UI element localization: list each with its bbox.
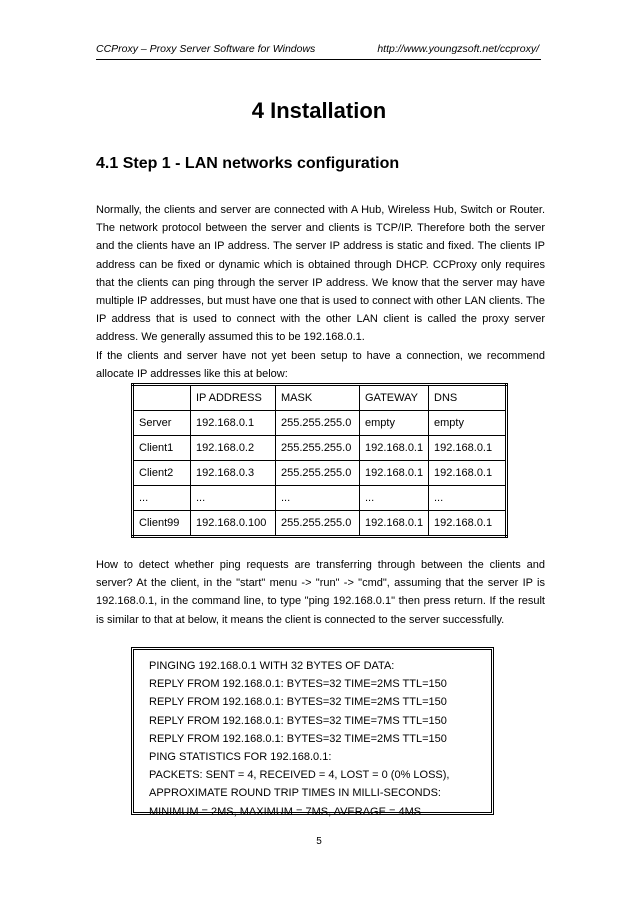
table-row [133, 436, 507, 461]
running-header [96, 43, 541, 60]
section-title: 4.1 Step 1 - LAN networks configuration [96, 155, 400, 172]
table-header-cell: DNS [429, 385, 507, 411]
header-url: http://www.youngzsoft.net/ccproxy/ [377, 43, 539, 55]
table-cell: 192.168.0.1 [360, 461, 429, 486]
table-cell: 192.168.0.1 [429, 461, 507, 486]
table-header-cell: GATEWAY [360, 385, 429, 411]
table-row [133, 411, 507, 436]
table-row [133, 486, 507, 511]
ping-output-line: PACKETS: SENT = 4, RECEIVED = 4, LOST = 0 (0% LOSS), [149, 769, 450, 782]
table-cell: Client2 [133, 461, 191, 486]
table-cell: empty [429, 411, 507, 436]
table-cell: 255.255.255.0 [276, 511, 360, 537]
header-title: CCProxy – Proxy Server Software for Windows [96, 43, 316, 55]
table-cell: 255.255.255.0 [276, 436, 360, 461]
table-cell: Client1 [133, 436, 191, 461]
ping-instructions-paragraph: How to detect whether ping requests are transferring through between the clients and server? At the client, in the "start" menu -> "run" -> "cmd", assuming that the server IP is 192.168.0.1, in the command line, to type "ping 192.168.0.1" then press return. If the result is similar to that at below, it means the client is connected to the server successfully. [96, 559, 545, 626]
table-cell: ... [191, 486, 276, 511]
ping-output-line: REPLY FROM 192.168.0.1: BYTES=32 TIME=2MS TTL=150 [149, 732, 447, 745]
table-cell: 192.168.0.2 [191, 436, 276, 461]
ping-output-line: REPLY FROM 192.168.0.1: BYTES=32 TIME=7MS TTL=150 [149, 714, 447, 727]
table-row [133, 461, 507, 486]
ping-output-line: PING STATISTICS FOR 192.168.0.1: [149, 751, 332, 764]
paragraph-text: If the clients and server have not yet been setup to have a connection, we recommend allocate IP addresses like this at below: [96, 349, 545, 380]
ping-output-line: APPROXIMATE ROUND TRIP TIMES IN MILLI-SECONDS: [149, 787, 441, 800]
table-cell: 192.168.0.1 [360, 511, 429, 537]
table-header-cell: MASK [276, 385, 360, 411]
table-header-cell: IP ADDRESS [191, 385, 276, 411]
table-cell: ... [276, 486, 360, 511]
table-cell: 192.168.0.1 [191, 411, 276, 436]
ping-output-line: REPLY FROM 192.168.0.1: BYTES=32 TIME=2MS TTL=150 [149, 678, 447, 691]
table-cell: 255.255.255.0 [276, 461, 360, 486]
table-header-row [133, 385, 507, 411]
table-cell: 192.168.0.1 [429, 436, 507, 461]
table-row [133, 511, 507, 537]
page-number: 5 [316, 836, 322, 847]
table-cell: Client99 [133, 511, 191, 537]
ping-output-box [131, 647, 494, 818]
table-header-cell [133, 385, 191, 411]
ping-output-line: PINGING 192.168.0.1 WITH 32 BYTES OF DATA: [149, 660, 395, 672]
table-cell: 255.255.255.0 [276, 411, 360, 436]
table-cell: 192.168.0.1 [429, 511, 507, 537]
table-cell: 192.168.0.3 [191, 461, 276, 486]
table-cell: empty [360, 411, 429, 436]
table-cell: ... [429, 486, 507, 511]
chapter-title: 4 Installation [251, 98, 387, 123]
table-cell: ... [360, 486, 429, 511]
table-cell: ... [133, 486, 191, 511]
table-cell: Server [133, 411, 191, 436]
intro-paragraph [96, 201, 545, 383]
ip-allocation-table [131, 383, 508, 538]
paragraph-text: Normally, the clients and server are connected with A Hub, Wireless Hub, Switch or Router. The network protocol between the server and clients is TCP/IP. Therefore both the server and the clients have an IP address. The server IP address is static and fixed. The clients IP address can be fixed or dynamic which is obtained through DHCP. CCProxy only requires that the clients can ping through the server IP address. We know that the server may have multiple IP addresses, but must have one that is used to connect with other LAN clients. The IP address that is used to connect with the other LAN client is called the proxy server address. We generally assumed this to be 192.168.0.1. [96, 204, 546, 344]
table-cell: 192.168.0.1 [360, 436, 429, 461]
ping-output-line: REPLY FROM 192.168.0.1: BYTES=32 TIME=2MS TTL=150 [149, 696, 447, 709]
table-cell: 192.168.0.100 [191, 511, 276, 537]
ping-output-line: MINIMUM = 2MS, MAXIMUM = 7MS, AVERAGE = 4MS [149, 805, 422, 818]
